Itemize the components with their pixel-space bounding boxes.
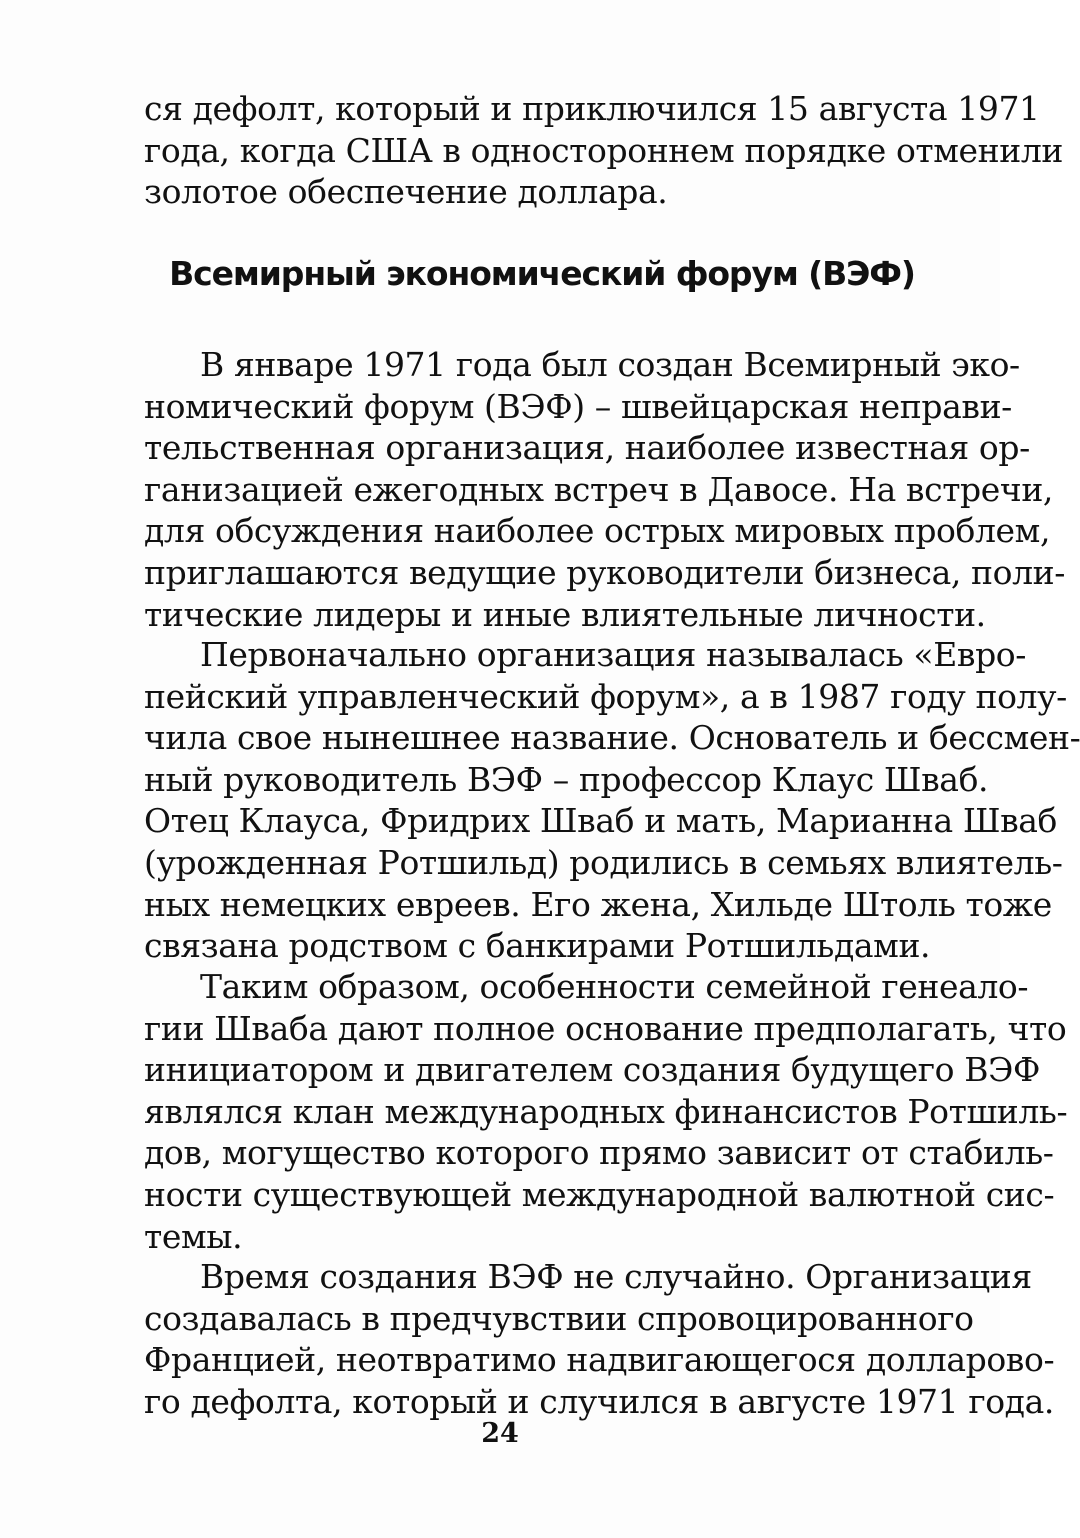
page-number: 24 — [481, 1418, 519, 1449]
text-line: чила свое нынешнее название. Основатель и бессмен- — [144, 718, 1080, 758]
paragraph-4 — [144, 1256, 1055, 1422]
text-line: являлся клан международных финансистов Ротшиль- — [144, 1091, 1068, 1131]
text-line: В январе 1971 года был создан Всемирный эко- — [200, 345, 1020, 384]
text-line: пейский управленческий форум», а в 1987 году полу- — [144, 676, 1067, 716]
text-line: го дефолта, который и случился в августе 1971 года. — [144, 1381, 1054, 1421]
text-line: ных немецких евреев. Его жена, Хильде Штоль тоже — [144, 884, 1052, 924]
text-line: ся дефолт, который и приключился 15 августа 1971 — [144, 89, 1040, 128]
text-line: ности существующей международной валютной сис- — [144, 1174, 1055, 1214]
text-line: ный руководитель ВЭФ – профессор Клаус Шваб. — [144, 759, 989, 799]
intro-paragraph — [144, 88, 1064, 213]
text-line: Отец Клауса, Фридрих Шваб и мать, Марианна Шваб — [144, 801, 1058, 841]
text-line: инициатором и двигателем создания будущего ВЭФ — [144, 1050, 1040, 1090]
text-line: для обсуждения наиболее острых мировых проблем, — [144, 511, 1051, 551]
text-line: Таким образом, особенности семейной генеало- — [200, 967, 1029, 1006]
text-line: номический форум (ВЭФ) – швейцарская неправи- — [144, 386, 1012, 426]
text-line: года, когда США в одностороннем порядке отменили — [144, 130, 1064, 170]
text-line: дов, могущество которого прямо зависит от стабиль- — [144, 1133, 1054, 1173]
text-line: Францией, неотвратимо надвигающегося долларово- — [144, 1340, 1055, 1380]
text-line: золотое обеспечение доллара. — [144, 172, 668, 212]
text-line: Первоначально организация называлась «Евро- — [200, 635, 1027, 674]
text-line: связана родством с банкирами Ротшильдами. — [144, 926, 931, 966]
paragraph-3 — [144, 966, 1068, 1257]
text-line: приглашаются ведущие руководители бизнеса, поли- — [144, 552, 1066, 592]
text-line: (урожденная Ротшильд) родились в семьях влиятель- — [144, 842, 1063, 882]
text-line: Время создания ВЭФ не случайно. Организация — [200, 1257, 1032, 1296]
text-line: темы. — [144, 1216, 243, 1256]
text-line: тические лидеры и иные влиятельные личности. — [144, 594, 986, 634]
paragraph-2 — [144, 634, 1080, 967]
paragraph-1 — [144, 344, 1066, 635]
section-heading: Всемирный экономический форум (ВЭФ) — [169, 254, 915, 293]
text-line: создавалась в предчувствии спровоцированного — [144, 1298, 974, 1338]
text-line: гии Шваба дают полное основание предполагать, что — [144, 1008, 1067, 1048]
text-line: ганизацией ежегодных встреч в Давосе. На встречи, — [144, 469, 1054, 509]
text-line: тельственная организация, наиболее известная ор- — [144, 428, 1030, 468]
